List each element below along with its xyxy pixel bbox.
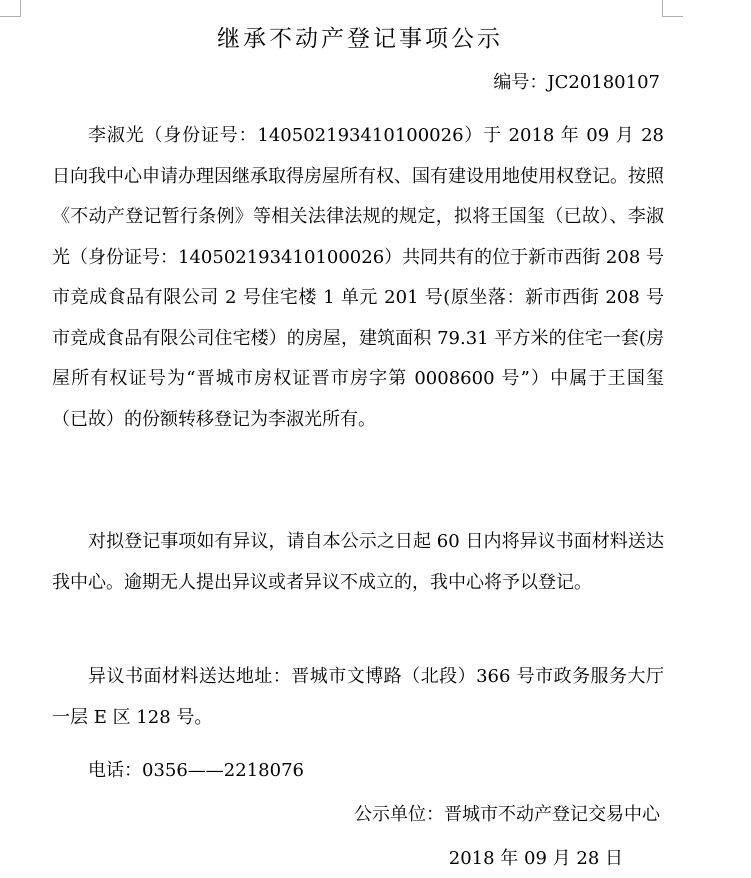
document-title: 继承不动产登记事项公示 bbox=[217, 26, 503, 52]
paragraph-objection: 对拟登记事项如有异议，请自本公示之日起 60 日内将异议书面材料送达我中心。逾期无人提出异议或者异议不成立的，我中心将予以登记。 bbox=[52, 531, 664, 593]
crop-mark-top-right bbox=[662, 0, 683, 17]
document-number: 编号：JC20180107 bbox=[493, 72, 660, 93]
paragraph-phone: 电话：0356——2218076 bbox=[88, 760, 304, 781]
issue-date: 2018 年 09 月 28 日 bbox=[448, 848, 623, 869]
paragraph-application: 李淑光（身份证号：140502193410100026）于 2018 年 09 月 28 日向我中心申请办理因继承取得房屋所有权、国有建设用地使用权登记。按照《不动产登记暂行条例》等相关法律法规的规定，拟将王国玺（已故）、李淑光（身份证号：140502193410100026）共同共有的位于新市西街 208 号市竞成食品有限公司 2 号住宅楼 1 单元 201 号(原坐落：新市西街 208 号市竞成食品有限公司住宅楼）的房屋，建筑面积 79.31 平方米的住宅一套(房屋所有权证号为“晋城市房权证晋市房字第 0008600 号”）中属于王国玺（已故）的份额转移登记为李淑光所有。 bbox=[52, 125, 664, 430]
issuing-unit: 公示单位：晋城市不动产登记交易中心 bbox=[354, 804, 660, 825]
crop-mark-top-left bbox=[0, 0, 21, 17]
paragraph-address: 异议书面材料送达地址：晋城市文博路（北段）366 号市政务服务大厅一层 E 区 128 号。 bbox=[52, 666, 664, 728]
